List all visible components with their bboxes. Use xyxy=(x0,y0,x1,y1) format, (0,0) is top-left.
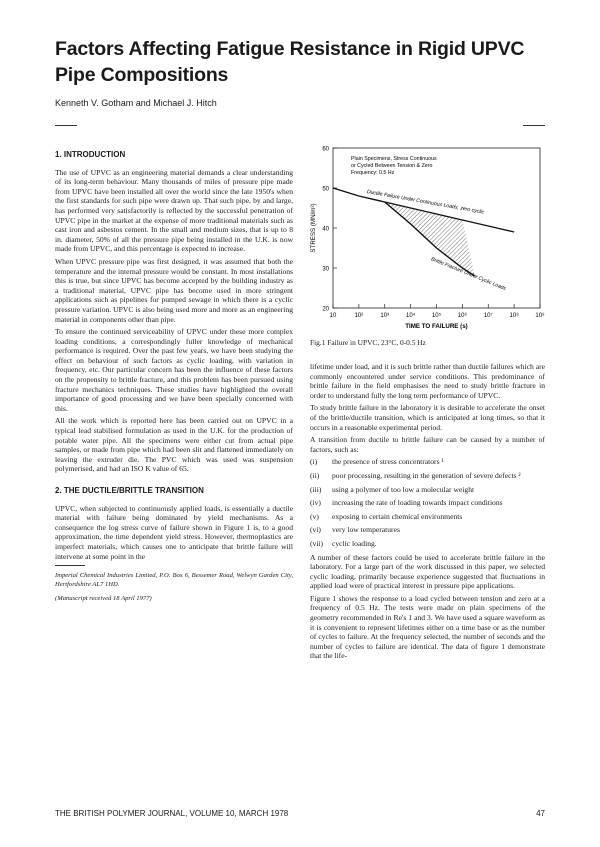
series-label-ductile: Ductile Failure Under Continuous Loads, zero cyclic xyxy=(366,189,485,216)
left-column xyxy=(55,150,293,604)
list-item: (iii) using a polymer of too low a molecular weight xyxy=(310,484,475,494)
x-tick-label: 10⁴ xyxy=(405,313,416,319)
body-paragraph: To study brittle failure in the laboratory it is desirable to accelerate the onset of the brittle/ductile transition, which is anticipated at long times, so that it occurs in a reasonable experimental period. xyxy=(310,403,545,432)
paper-title: Factors Affecting Fatigue Resistance in Rigid UPVC Pipe Compositions xyxy=(55,38,525,86)
page-number: 47 xyxy=(536,809,545,818)
x-axis-label: TIME TO FAILURE (s) xyxy=(405,323,468,330)
y-tick-label: 50 xyxy=(322,186,329,193)
factor-list xyxy=(310,457,545,548)
authors: Kenneth V. Gotham and Michael J. Hitch xyxy=(55,98,217,108)
intro-paragraph: When UPVC pressure pipe was first designed, it was assumed that both the temperature and the internal pressure would be constant. In most installations this is true, but since UPVC has become accepted by the building industry as a traditional material, UPVC pipe has become used in more stringent applications such as pipelines for pumped sewage in which there is a cyclic pressure variation. UPVC is also being used more and more as an engineering material in components other than pipe. xyxy=(55,256,293,324)
section-heading-transition: 2. THE DUCTILE/BRITTLE TRANSITION xyxy=(55,486,204,495)
page-footer xyxy=(55,809,545,818)
y-axis-label: STRESS (MN/m²) xyxy=(310,203,317,253)
transition-paragraph: UPVC, when subjected to continuously applied loads, is essentially a ductile material with failure being dominated by yield mechanisms. As a consequence the log stress curve of failure shown in Figure 1 is, to a good approximation, the time dependent yield stress. However, thermoplastics are imperfect materials, which causes one to anticipate that brittle failure will intervene at some point in the xyxy=(55,503,293,561)
y-tick-label: 30 xyxy=(322,266,329,273)
list-item: (ii) poor processing, resulting in the generation of severe defects ² xyxy=(310,470,521,480)
body-paragraph: lifetime under load, and it is such brittle rather than ductile failures which are commonly encountered under service conditions. This predominance of brittle failure in the field emphasises the need to study brittle fracture in order to understand fully the long term performance of UPVC. xyxy=(310,362,545,400)
x-tick-label: 10⁶ xyxy=(457,313,467,319)
journal-name: THE BRITISH POLYMER JOURNAL, VOLUME 10, MARCH 1978 xyxy=(55,809,289,818)
intro-paragraph: The use of UPVC as an engineering material demands a clear understanding of its long-term behaviour. Many thousands of miles of pressure pipe made from UPVC have been installed all over the world since the late 1950's when the first standards for such pipe were drawn up. That such pipe, by and large, has performed very satisfactorily is reflected by the successful penetration of UPVC pipe in the market at the expense of more traditional materials such as cast iron and asbestos cement. In the small and medium sizes, that is up to 8 in. diameter, 50% of all the pressure pipe being installed in the U.K. is now made from UPVC, and this percentage is expected to increase. xyxy=(55,167,293,254)
list-item: (vi) very low temperatures xyxy=(310,525,400,535)
received-note: (Manuscript received 18 April 1977) xyxy=(55,595,152,603)
y-tick-label: 20 xyxy=(322,306,329,313)
affiliation-footnote: Imperial Chemical Industries Limited, P.O. Box 6, Bessemer Road, Welwyn Garden City, Hertfordshire AL7 1HD. xyxy=(55,572,293,588)
y-tick-label: 40 xyxy=(322,226,329,233)
figure-caption: Fig.1 Failure in UPVC, 23°C, 0-0.5 Hz xyxy=(310,338,426,347)
intro-paragraph: To ensure the continued serviceability of UPVC under these more complex loading conditions, a correspondingly fuller knowledge of mechanical performance is required. Over the past few years, we have been studying the effect on behaviour of such factors as cyclic loading, with variation in frequency, etc. Our particular concern has been the influence of these factors on the propensity to brittle fracture, and this problem has been pursued using fracture mechanics techniques. These studies have highlighted the overall importance of good processing and we have been specially concerned with this. xyxy=(55,327,293,413)
section-heading-introduction: 1. INTRODUCTION xyxy=(55,150,126,159)
intro-paragraph: All the work which is reported here has been carried out on UPVC in a typical lead stabilised formulation as used in the U.K. for the production of potable water pipe. All the specimens were either cut from actual pipe samples, or made from pipe which had been slit and flattened immediately on leaving the extruder die. The PVC which was used was suspension polymerised, and had an ISO K value of 65. xyxy=(55,416,293,474)
legend-text: Plain Specimens, Stress Continuous xyxy=(351,156,437,162)
x-tick-label: 10⁵ xyxy=(431,313,442,319)
x-tick-label: 10³ xyxy=(380,313,390,319)
list-item: (iv) increasing the rate of loading towards impact conditions xyxy=(310,498,503,508)
series-label-brittle: Brittle Fracture Under Cyclic Loads xyxy=(430,256,507,292)
y-tick-label: 60 xyxy=(322,146,329,153)
title-rule xyxy=(55,125,77,126)
legend-text: Frequency: 0.5 Hz xyxy=(351,170,395,176)
figure-1-chart xyxy=(305,140,550,335)
list-item: (v) exposing to certain chemical environments xyxy=(310,511,463,521)
x-tick-label: 10⁷ xyxy=(483,313,493,319)
x-tick-label: 10⁸ xyxy=(509,313,519,319)
title-rule-right xyxy=(523,125,545,126)
legend-text: or Cycled Between Tension & Zero xyxy=(351,163,433,169)
list-item: (i) the presence of stress concentrators ¹ xyxy=(310,457,444,467)
body-paragraph: A number of these factors could be used to accelerate brittle failure in the laboratory. For a large part of the work discussed in this paper, we selected cyclic loading, primarily because experience suggested that fluctuations in applied load were of practical interest in pressure pipe applications. xyxy=(310,552,545,591)
x-tick-label: 10⁹ xyxy=(535,313,545,319)
x-tick-label: 10 xyxy=(329,313,337,319)
x-tick-label: 10² xyxy=(354,313,364,319)
footnote-rule xyxy=(55,565,85,566)
body-paragraph: A transition from ductile to brittle failure can be caused by a number of factors, such as: xyxy=(310,435,545,454)
list-item: (vii) cyclic loading. xyxy=(310,538,377,548)
right-column xyxy=(310,362,545,664)
body-paragraph: Figure 1 shows the response to a load cycled between tension and zero at a frequency of 0.5 Hz. The tests were made on plain specimens of the geometry recommended in Re's 1 and 3. We have used a square waveform as it is convenient to represent lifetimes either on a time base or as the number of cycles to failure. At the frequency selected, the number of seconds and the number of cycles to failure are identical. The data of figure 1 demonstrate that the life- xyxy=(310,593,545,661)
